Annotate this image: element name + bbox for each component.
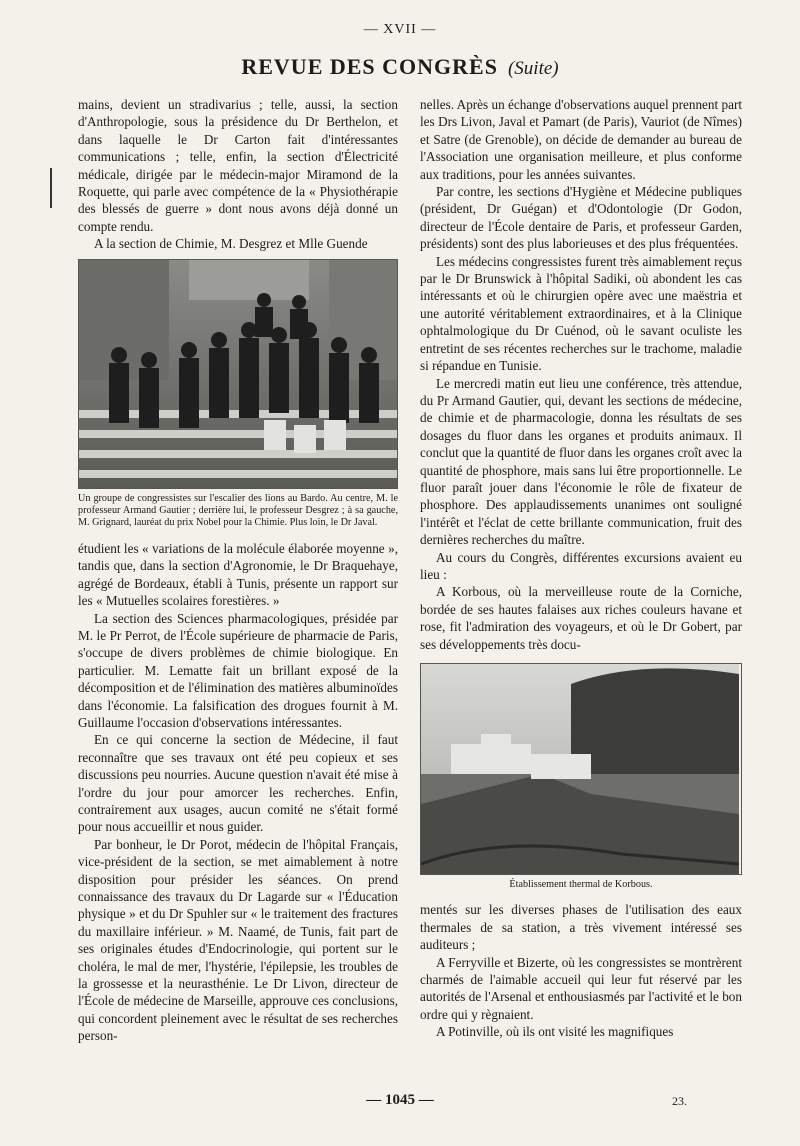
right-column: [420, 96, 742, 1041]
paragraph: La section des Sciences pharmacologiques, présidée par M. le Pr Perrot, de l'École supérieure de pharmacie de Paris, s'occupe de divers problèmes de chimie biologique. En particulier. M. Lematte fait un brillant exposé de la décomposition et de l'élimination des matières albuminoïdes dans l'économie. La falsification des drogues fournit à M. Guillaume l'occasion d'observations intéressantes.: [78, 610, 398, 730]
title-suite: (Suite): [507, 58, 559, 79]
paragraph: Par bonheur, le Dr Porot, médecin de l'hôpital Français, vice-président de la section, se met aimablement à notre disposition pour présider les séances. On prend connaissance des travaux du Dr Lagarde sur « l'Éducation physique » et du Dr Spuhler sur « le traitement des fractures du maxillaire inférieur. » M. Naamé, de Tunis, fait part de ses originales études d'Endocrinologie, qui portent sur le choléra, le mal de mer, l'hystérie, l'épilepsie, les troubles de la grossesse et la neurasthénie. Le Dr Livon, directeur de l'École de médecine de Marseille, approuve ces conclusions, qui concordent pleinement avec le résultat de ses recherches person-: [78, 836, 398, 1044]
photo-congress-group: [78, 259, 398, 489]
page-roman-number: — XVII —: [363, 22, 437, 37]
margin-mark: [50, 168, 52, 208]
page-folio: — 1045 —: [366, 1092, 434, 1108]
paragraph: nelles. Après un échange d'observations auquel prennent part les Drs Livon, Javal et Pamart (de Paris), Vauriot (de Nîmes) et Satre (de Grenoble), on décide de demander au bureau de l'Association une organisation meilleure, et plus conforme aux traditions, pour les années suivantes.: [420, 97, 742, 182]
signature-mark: 23.: [672, 1094, 687, 1108]
paragraph: A Potinville, où ils ont visité les magnifiques: [436, 1024, 674, 1040]
paragraph: A la section de Chimie, M. Desgrez et Mlle Guende: [94, 236, 368, 252]
paragraph: mentés sur les diverses phases de l'utilisation des eaux thermales de sa station, a très vivement intéressé ses auditeurs ;: [420, 902, 742, 953]
paragraph: A Korbous, où la merveilleuse route de la Corniche, bordée de ses hautes falaises aux riches couleurs havane et rose, fit l'admiration des voyageurs, et où le Dr Gobert, par ses développements très docu-: [420, 584, 742, 652]
photo-caption: Un groupe de congressistes sur l'escalier des lions au Bardo. Au centre, M. le professeur Armand Gautier ; derrière lui, le professeur Desgrez ; à sa gauche, M. Grignard, lauréat du prix Nobel pour la Chimie. Plus loin, le Dr Javal.: [78, 492, 398, 529]
paragraph: En ce qui concerne la section de Médecine, il faut reconnaître que ses travaux ont été peu copieux et ses discussions peu nourries. Aucune question n'avait été mise à l'ordre du jour pour amorcer les recherches. Enfin, contrairement aux usages, aucun comité ne s'était formé pour nous accueillir et nous guider.: [78, 732, 398, 835]
paragraph: Le mercredi matin eut lieu une conférence, très attendue, du Pr Armand Gautier, qui, devant les sections de médecine, de chimie et de pharmacologie, donna les résultats de ses dosages du fluor dans les organes et produits animaux. Il conclut que la quantité de fluor dans les organes croît avec la quantité de phosphore, mais sans lui être proportionnelle. Le fluor paraît jouer dans l'économie le rôle de fixateur de phosphore. Des applaudissements unanimes ont souligné l'intérêt et l'éclat de cette brillante communication, fruit des dernières recherches du maître.: [420, 375, 742, 548]
paragraph: mains, devient un stradivarius ; telle, aussi, la section d'Anthropologie, sous la présidence du Dr Berthelon, et dans laquelle le Dr Carton fait d'intéressantes communications ; telle, enfin, la section d'Électricité médicale, dirigée par le médecin-major Miramond de la Roquette, qui parle avec compétence de la « Physiothérapie des blessés de guerre » dont nous avons déjà donné un compte rendu.: [78, 97, 398, 234]
paragraph: Au cours du Congrès, différentes excursions avaient eu lieu :: [420, 549, 742, 582]
photo-korbous-thermal: [420, 663, 742, 875]
paragraph: A Ferryville et Bizerte, où les congressistes se montrèrent charmés de l'aimable accueil qui leur fut réservé par les autorités de l'Arsenal et enthousiasmés par l'activité et le bon ordre qui y règnaient.: [420, 954, 742, 1022]
page-title: [0, 54, 800, 80]
paragraph: Par contre, les sections d'Hygiène et Médecine publiques (président, Dr Guégan) et d'Odontologie (Dr Godon, directeur de l'École dentaire de Paris, et professeur Garden, présidents) sont des plus laborieuses et des plus fréquentées.: [420, 184, 742, 252]
paragraph: étudient les « variations de la molécule élaborée moyenne », tandis que, dans la section d'Agronomie, le Dr Braquehaye, agrégé de Bordeaux, établi à Tunis, présente un rapport sur les « Mutuelles scolaires forestières. »: [78, 540, 398, 609]
photo-caption: Établissement thermal de Korbous.: [509, 879, 653, 890]
left-column: [78, 96, 398, 1045]
paragraph: Les médecins congressistes furent très aimablement reçus par le Dr Brunswick à l'hôpital Sadiki, où abondent les cas intéressants et où le chirurgien opère avec une maëstria et une autorité véritablement extraordinaires, et à la Clinique ophtalmologique du Dr Cuénod, où le savant oculiste les entretint de ses récentes recherches sur le trachome, maladie si répandue en Tunisie.: [420, 253, 742, 374]
title-main: REVUE DES CONGRÈS: [241, 54, 498, 79]
